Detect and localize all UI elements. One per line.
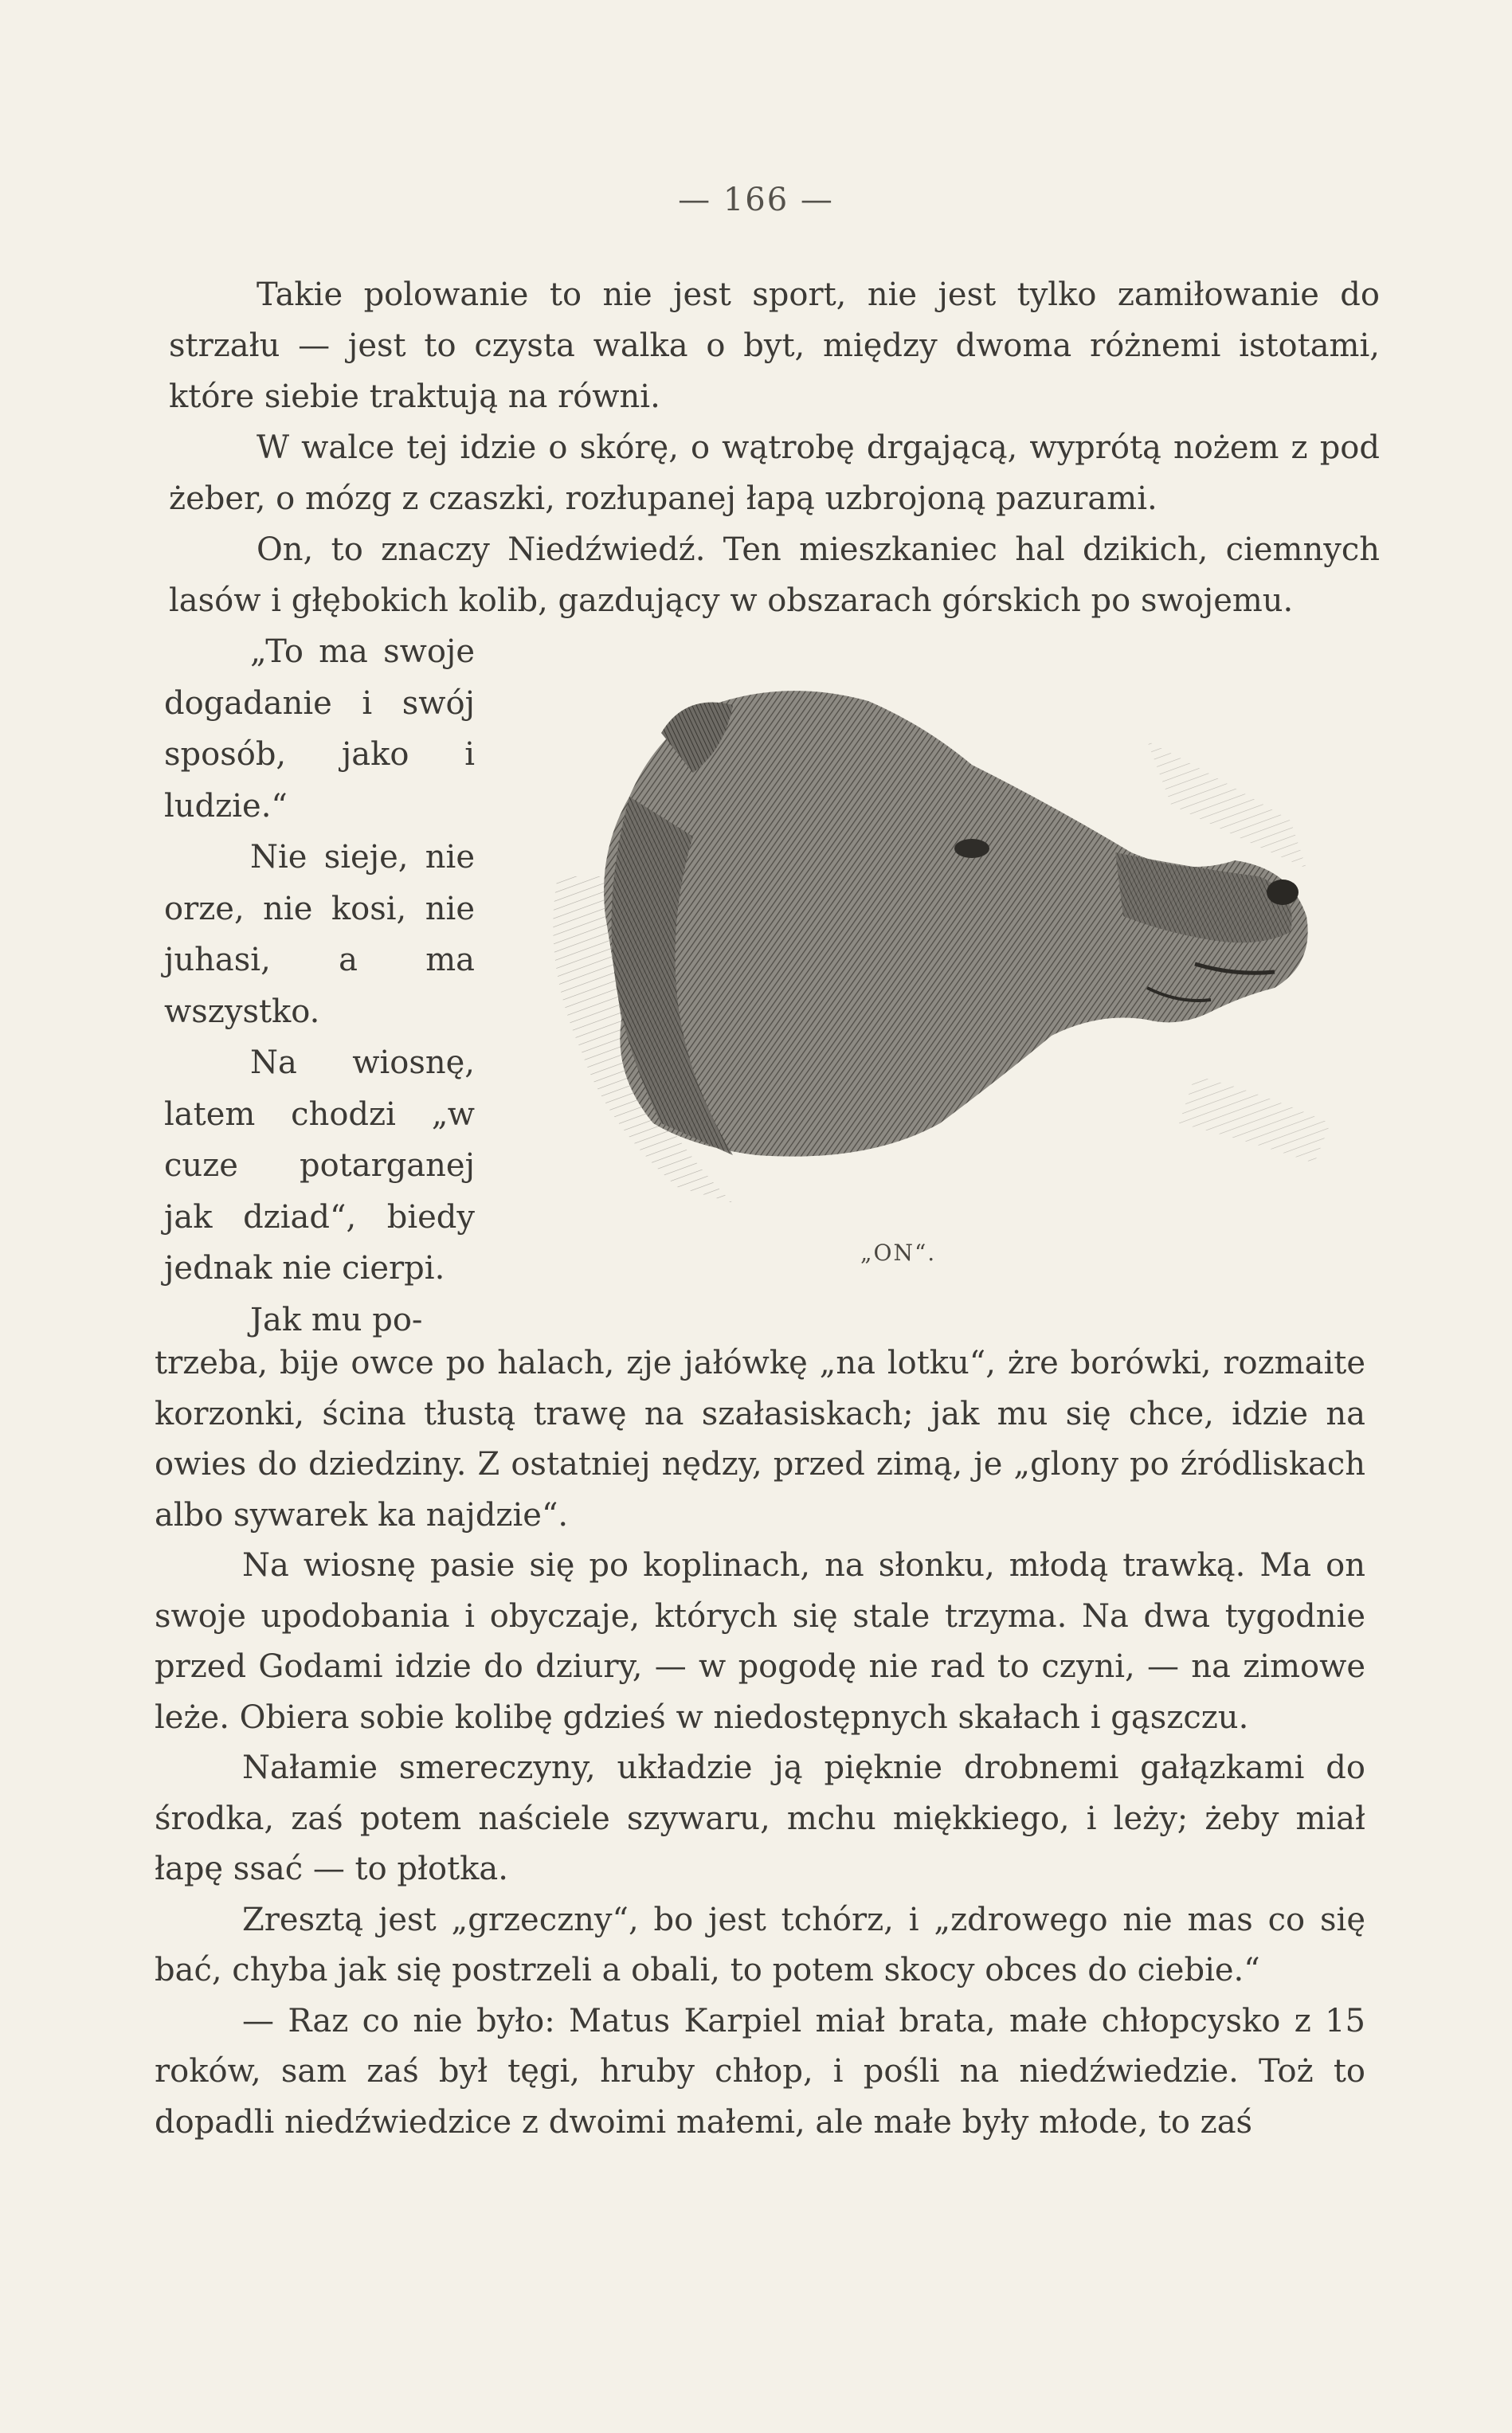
paragraph: Na wiosnę, latem chodzi „w cuze potarganej jak dziad“, biedy jednak nie cierpi.: [164, 1044, 475, 1287]
bottom-text-block: [155, 1338, 1365, 2148]
paragraph: „To ma swoje dogadanie i swój sposób, jako i ludzie.“: [164, 633, 475, 825]
paragraph: On, to znaczy Niedźwiedź. Ten mieszkaniec hal dzikich, ciemnych lasów i głębokich kolib, gazdujący w obszarach górskich po swojemu.: [169, 531, 1380, 619]
paragraph: Nałamie smereczyny, układzie ją pięknie drobnemi gałązkami do środka, zaś potem naściele szywaru, mchu miękkiego, i leży; żeby miał łapę ssać — to płotka.: [155, 1749, 1365, 1887]
bear-head-illustration: [494, 677, 1362, 1251]
paragraph: Zresztą jest „grzeczny“, bo jest tchórz, i „zdrowego nie mas co się bać, chyba jak się postrzeli a obali, to potem skocy obces do ciebie.“: [155, 1901, 1365, 1988]
side-text-column: [164, 626, 475, 1346]
bear-head-engraving-icon: [494, 677, 1362, 1251]
paragraph: W walce tej idzie o skórę, o wątrobę drgającą, wyprótą nożem z pod żeber, o mózg z czaszki, rozłupanej łapą uzbrojoną pazurami.: [169, 429, 1380, 517]
paragraph: — Raz co nie było: Matus Karpiel miał brata, małe chłopcysko z 15 roków, sam zaś był tęgi, hruby chłop, i pośli na niedźwiedzie. Toż to dopadli niedźwiedzice z dwoimi małemi, ale małe były młode, to zaś: [155, 2002, 1365, 2141]
page-number: — 166 —: [678, 182, 834, 218]
top-text-block: [169, 269, 1380, 626]
paragraph: Jak mu po-: [250, 1301, 423, 1338]
paragraph: Takie polowanie to nie jest sport, nie jest tylko zamiłowanie do strzału — jest to czysta walka o byt, między dwoma różnemi istotami, które siebie traktują na równi.: [169, 276, 1380, 415]
paragraph: Na wiosnę pasie się po koplinach, na słonku, młodą trawką. Ma on swoje upodobania i obyczaje, których się stale trzyma. Na dwa tygodnie przed Godami idzie do dziury, — w pogodę nie rad to czyni, — na zimowe leże. Obiera sobie kolibę gdzieś w niedostępnych skałach i gąszczu.: [155, 1547, 1365, 1736]
paragraph: trzeba, bije owce po halach, zje jałówkę „na lotku“, żre borówki, rozmaite korzonki, ścina tłustą trawę na szałasiskach; jak mu się chce, idzie na owies do dziedziny. Z ostatniej nędzy, przed zimą, je „glony po źródliskach albo sywarek ka najdzie“.: [155, 1345, 1365, 1534]
paragraph: Nie sieje, nie orze, nie kosi, nie juhasi, a ma wszystko.: [164, 839, 475, 1030]
figure-caption: „ON“.: [860, 1240, 937, 1266]
